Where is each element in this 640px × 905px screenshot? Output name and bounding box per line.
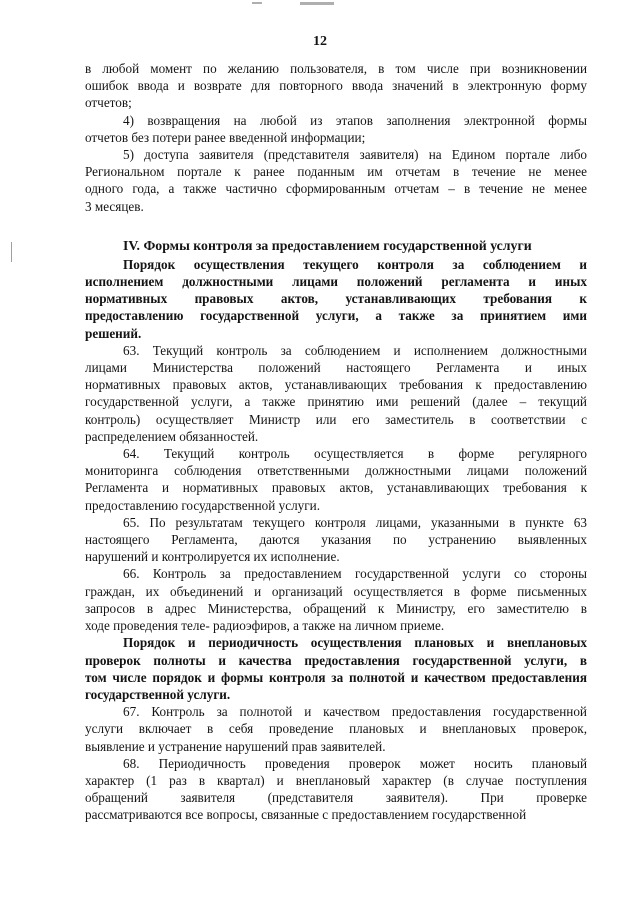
paragraph-line: отчетов без потери ранее введенной информации; — [85, 129, 366, 145]
paragraph — [85, 112, 587, 146]
paragraph — [85, 755, 587, 824]
paragraph-line: Регламента и нормативных правовых актов, устанавливающих требования к — [85, 480, 587, 496]
paragraph-line: Порядок осуществления текущего контроля за соблюдением и — [123, 256, 587, 272]
paragraph-line: Порядок и периодичность осуществления плановых и внеплановых — [123, 635, 587, 651]
paragraph-line: характер (1 раз в квартал) и внеплановый характер (в случае поступления — [85, 772, 587, 788]
paragraph-line: услуги включает в себя проведение плановых и внеплановых проверок, — [85, 721, 587, 737]
paragraph — [85, 703, 587, 755]
paragraph-line: граждан, их объединений и организаций осуществляется в форме письменных — [85, 583, 587, 599]
paragraph-line: нормативных правовых актов, устанавливающих требования к — [85, 291, 587, 307]
paragraph-line: нормативных правовых актов, устанавливающих требования к предоставлению — [85, 377, 587, 393]
paragraph-line: решений. — [85, 325, 142, 341]
paragraph-line: мониторинга соблюдения ответственными должностными лицами положений — [85, 463, 587, 479]
paragraph-line: 67. Контроль за полнотой и качеством предоставления государственной — [123, 704, 587, 720]
scan-artifact — [11, 242, 12, 262]
paragraph — [85, 565, 587, 634]
paragraph-line: 65. По результатам текущего контроля лицами, указанными в пункте 63 — [123, 514, 587, 530]
paragraph-line: государственной услуги, а также принятию ими решений (далее – текущий — [85, 394, 587, 410]
paragraph-line: исполнением должностными лицами положений регламента и иных — [85, 274, 587, 290]
paragraph-line: 68. Периодичность проведения проверок может носить плановый — [123, 755, 587, 771]
scan-artifact — [300, 2, 334, 5]
paragraph-line: Региональном портале к ранее поданным им отчетам в течение не менее — [85, 164, 587, 180]
subsection-heading — [85, 634, 587, 703]
paragraph-line: рассматриваются все вопросы, связанные с предоставлением государственной — [85, 807, 527, 823]
document-body — [85, 60, 587, 824]
paragraph-line: проверок полноты и качества предоставления государственной услуги, в — [85, 652, 587, 668]
paragraph-line: обращений заявителя (представителя заявителя). При проверке — [85, 790, 587, 806]
paragraph — [85, 146, 587, 215]
paragraph-line: контроль) осуществляет Министр или его заместитель в соответствии с — [85, 411, 587, 427]
paragraph-line: 5) доступа заявителя (представителя заявителя) на Едином портале либо — [123, 147, 587, 163]
paragraph — [85, 60, 587, 112]
paragraph-line: распределением обязанностей. — [85, 428, 259, 444]
paragraph-line: государственной услуги. — [85, 686, 231, 702]
paragraph — [85, 342, 587, 445]
paragraph-line: ходе проведения теле- радиоэфиров, а также на личном приеме. — [85, 618, 445, 634]
paragraph-line: ошибок ввода и возврате для повторного ввода значений в электронную форму — [85, 78, 587, 94]
paragraph-line: отчетов; — [85, 95, 132, 111]
paragraph-group-before — [85, 60, 587, 215]
paragraph-line: запросов в адрес Министерства, обращений к Министру, его заместителю в — [85, 600, 587, 616]
paragraph-line: 3 месяцев. — [85, 198, 144, 214]
scan-artifact — [252, 2, 262, 4]
paragraph-line: настоящего Регламента, даются указания по устранению выявленных — [85, 532, 587, 548]
paragraph-line: нарушений и контролируется их исполнение. — [85, 549, 340, 565]
paragraph-group-after — [85, 256, 587, 824]
paragraph-line: выявление и устранение нарушений прав заявителей. — [85, 738, 386, 754]
paragraph-line: лицами Министерства положений настоящего Регламента и иных — [85, 360, 587, 376]
paragraph-line: 66. Контроль за предоставлением государственной услуги со стороны — [123, 566, 587, 582]
paragraph-line: 4) возвращения на любой из этапов заполнения электронной формы — [123, 112, 587, 128]
paragraph — [85, 445, 587, 514]
page-number: 12 — [313, 34, 327, 49]
section-title: IV. Формы контроля за предоставлением государственной услуги — [123, 237, 532, 253]
paragraph-line: 64. Текущий контроль осуществляется в форме регулярного — [123, 446, 587, 462]
subsection-heading — [85, 256, 587, 342]
paragraph — [85, 514, 587, 566]
paragraph-line: том числе порядок и формы контроля за полнотой и качеством предоставления — [85, 669, 587, 685]
paragraph-line: одного года, а также частично сформированным отчетам – в течение не менее — [85, 181, 587, 197]
paragraph-line: предоставлению государственной услуги, а также за принятием ими — [85, 308, 587, 324]
paragraph-line: 63. Текущий контроль за соблюдением и исполнением должностными — [123, 342, 587, 358]
paragraph-line: в любой момент по желанию пользователя, в том числе при возникновении — [85, 61, 587, 76]
paragraph-line: предоставлению государственной услуги. — [85, 497, 321, 513]
